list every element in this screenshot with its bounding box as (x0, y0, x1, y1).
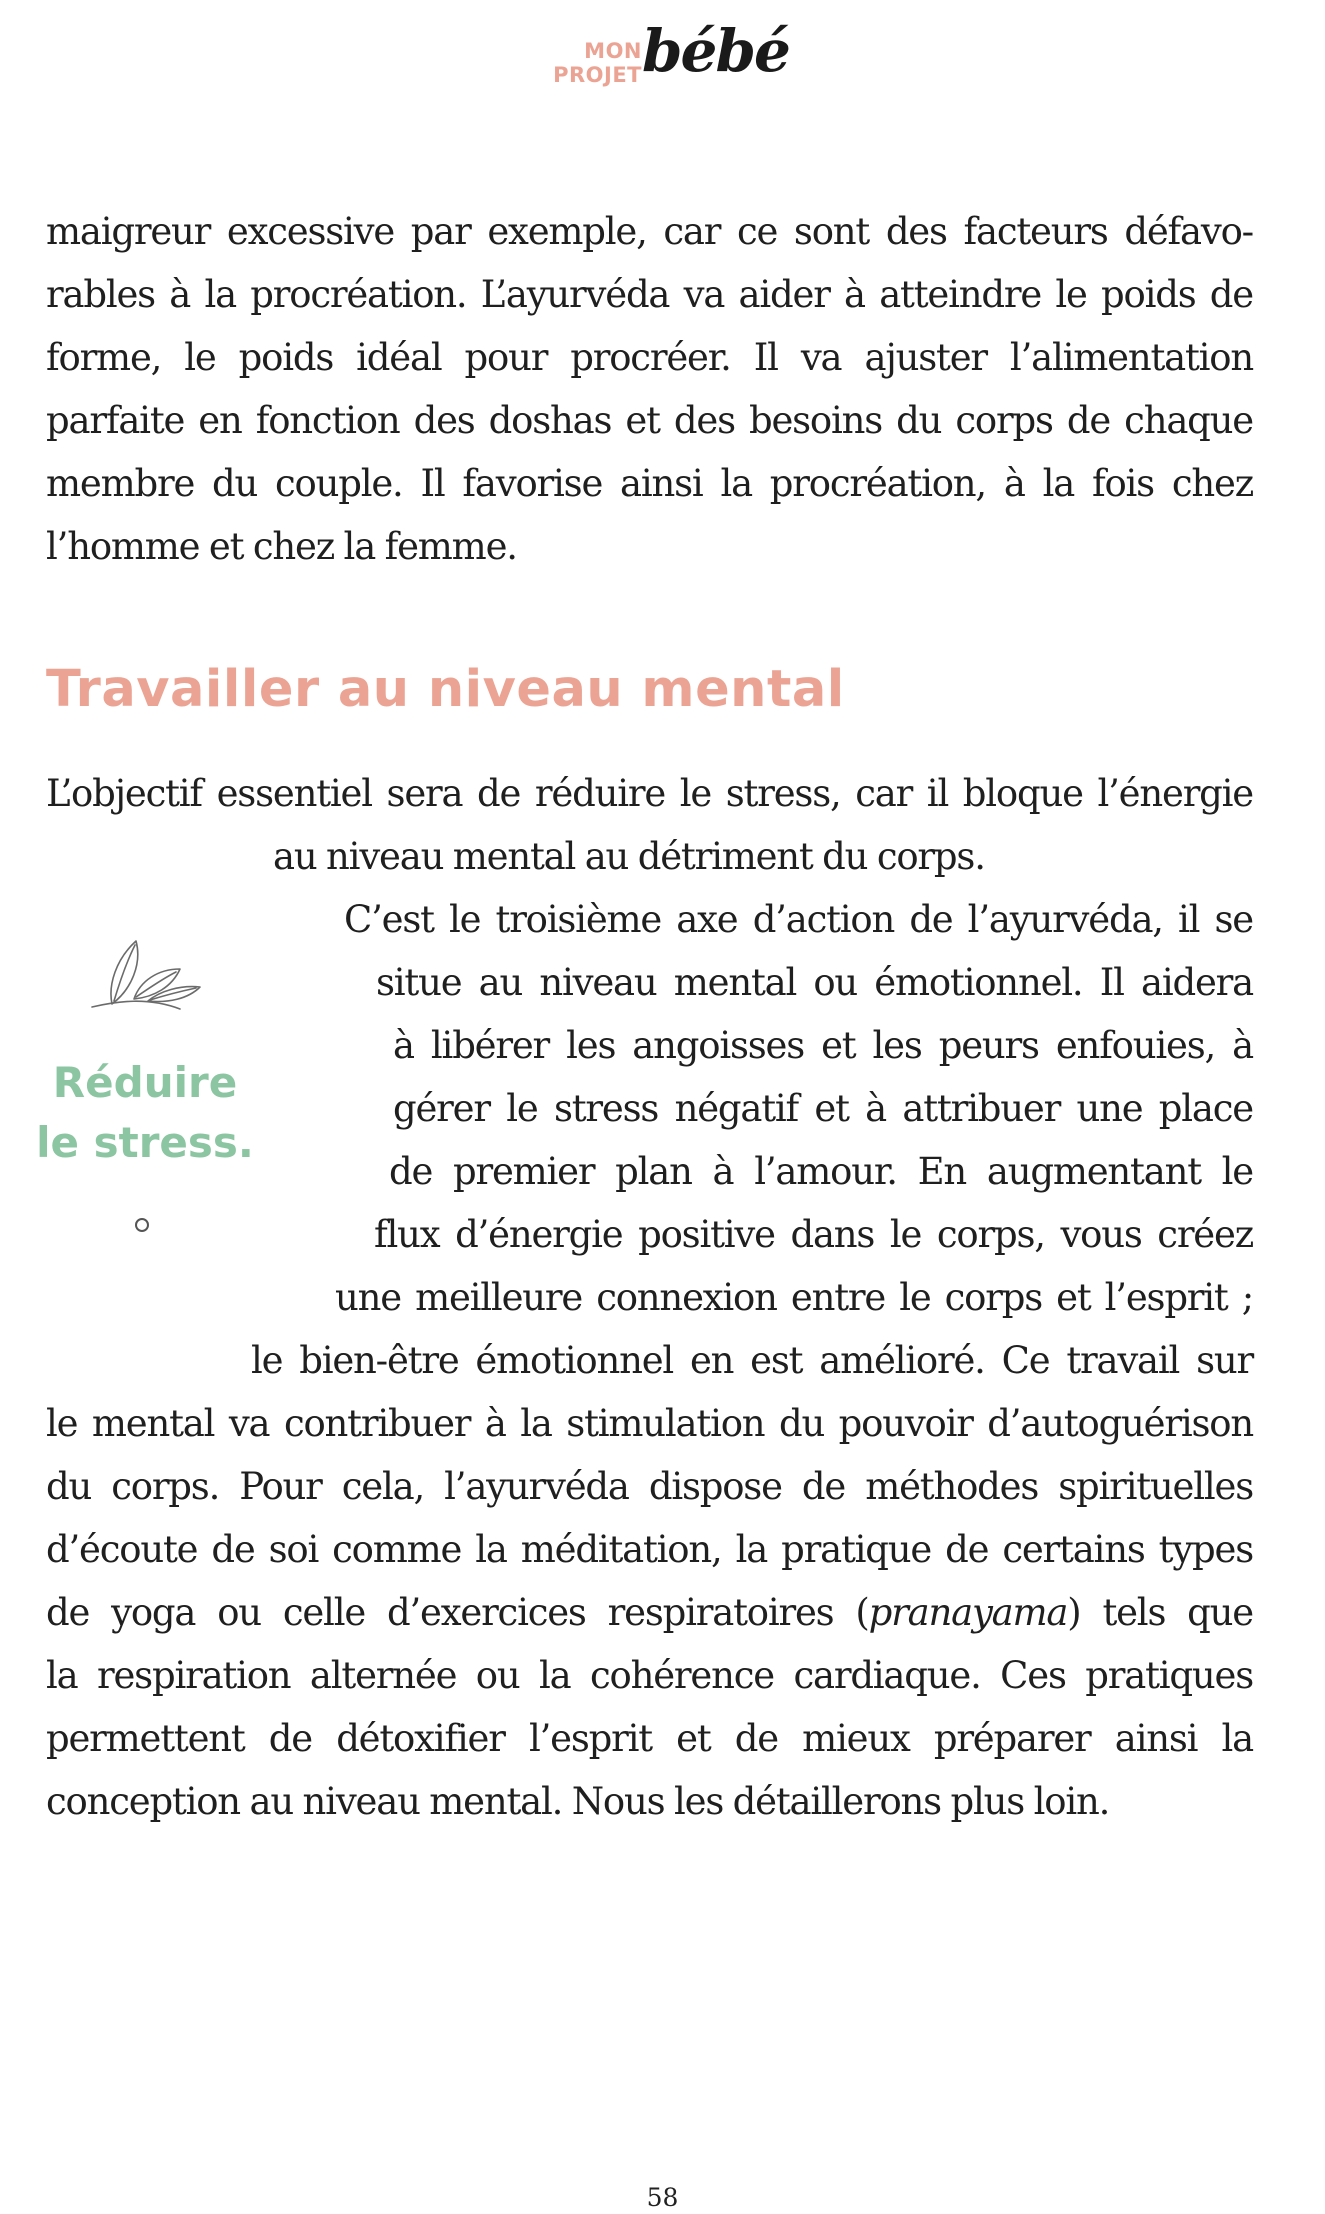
sidebar-line-2: le stress. (36, 1118, 254, 1167)
body-line: la respiration alternée ou la cohérence cardiaque. Ces pratiques (46, 1654, 1253, 1697)
body-line: L’objectif essentiel sera de réduire le stress, car il bloque l’énergie (46, 772, 1253, 815)
body-line: au niveau mental au détriment du corps. (273, 835, 985, 878)
sidebar-callout (30, 1053, 260, 1173)
body-line: le bien-être émotionnel en est amélioré. Ce travail sur (251, 1339, 1253, 1382)
logo-mon: MON (584, 39, 642, 63)
logo-bebe: bébé (642, 17, 789, 85)
leaf-icon (88, 935, 208, 1015)
body-line: de premier plan à l’amour. En augmentant le (389, 1150, 1253, 1193)
body-line: du corps. Pour cela, l’ayurvéda dispose de méthodes spirituelles (46, 1465, 1253, 1508)
body-line (46, 1581, 1253, 1644)
intro-paragraph: maigreur excessive par exemple, car ce sont des facteurs défavo-rables à la procréation. L’ayurvéda va aider à atteindre le poids de forme, le poids idéal pour procréer. Il va ajuster l’alimentation parfaite en fonction des doshas et des besoins du corps de chaque membre du couple. Il favorise ainsi la procréation, à la fois chez l’homme et chez la femme. (46, 210, 1253, 568)
page-number: 58 (646, 2183, 679, 2212)
circle-bullet-icon (135, 1218, 149, 1232)
body-line: permettent de détoxifier l’esprit et de mieux préparer ainsi la (46, 1717, 1253, 1760)
body-line: gérer le stress négatif et à attribuer une place (393, 1087, 1253, 1130)
logo-projet: PROJET (553, 63, 642, 87)
section-heading: Travailler au niveau mental (46, 660, 845, 719)
body-line: d’écoute de soi comme la méditation, la pratique de certains types (46, 1528, 1253, 1571)
body-text: ) tels que (1067, 1591, 1253, 1634)
body-line: flux d’énergie positive dans le corps, vous créez (374, 1213, 1253, 1256)
publication-logo (530, 17, 790, 106)
body-line: à libérer les angoisses et les peurs enfouies, à (393, 1024, 1253, 1067)
body-line: situe au niveau mental ou émotionnel. Il aidera (376, 961, 1253, 1004)
italic-term: pranayama (868, 1591, 1068, 1634)
body-line: le mental va contribuer à la stimulation du pouvoir d’autoguérison (46, 1402, 1253, 1445)
body-text: de yoga ou celle d’exercices respiratoires ( (46, 1591, 869, 1634)
sidebar-line-1: Réduire (52, 1058, 238, 1107)
body-line: conception au niveau mental. Nous les détaillerons plus loin. (46, 1780, 1110, 1823)
body-line: C’est le troisième axe d’action de l’ayurvéda, il se (344, 898, 1253, 941)
body-line: une meilleure connexion entre le corps et l’esprit ; (335, 1276, 1253, 1319)
